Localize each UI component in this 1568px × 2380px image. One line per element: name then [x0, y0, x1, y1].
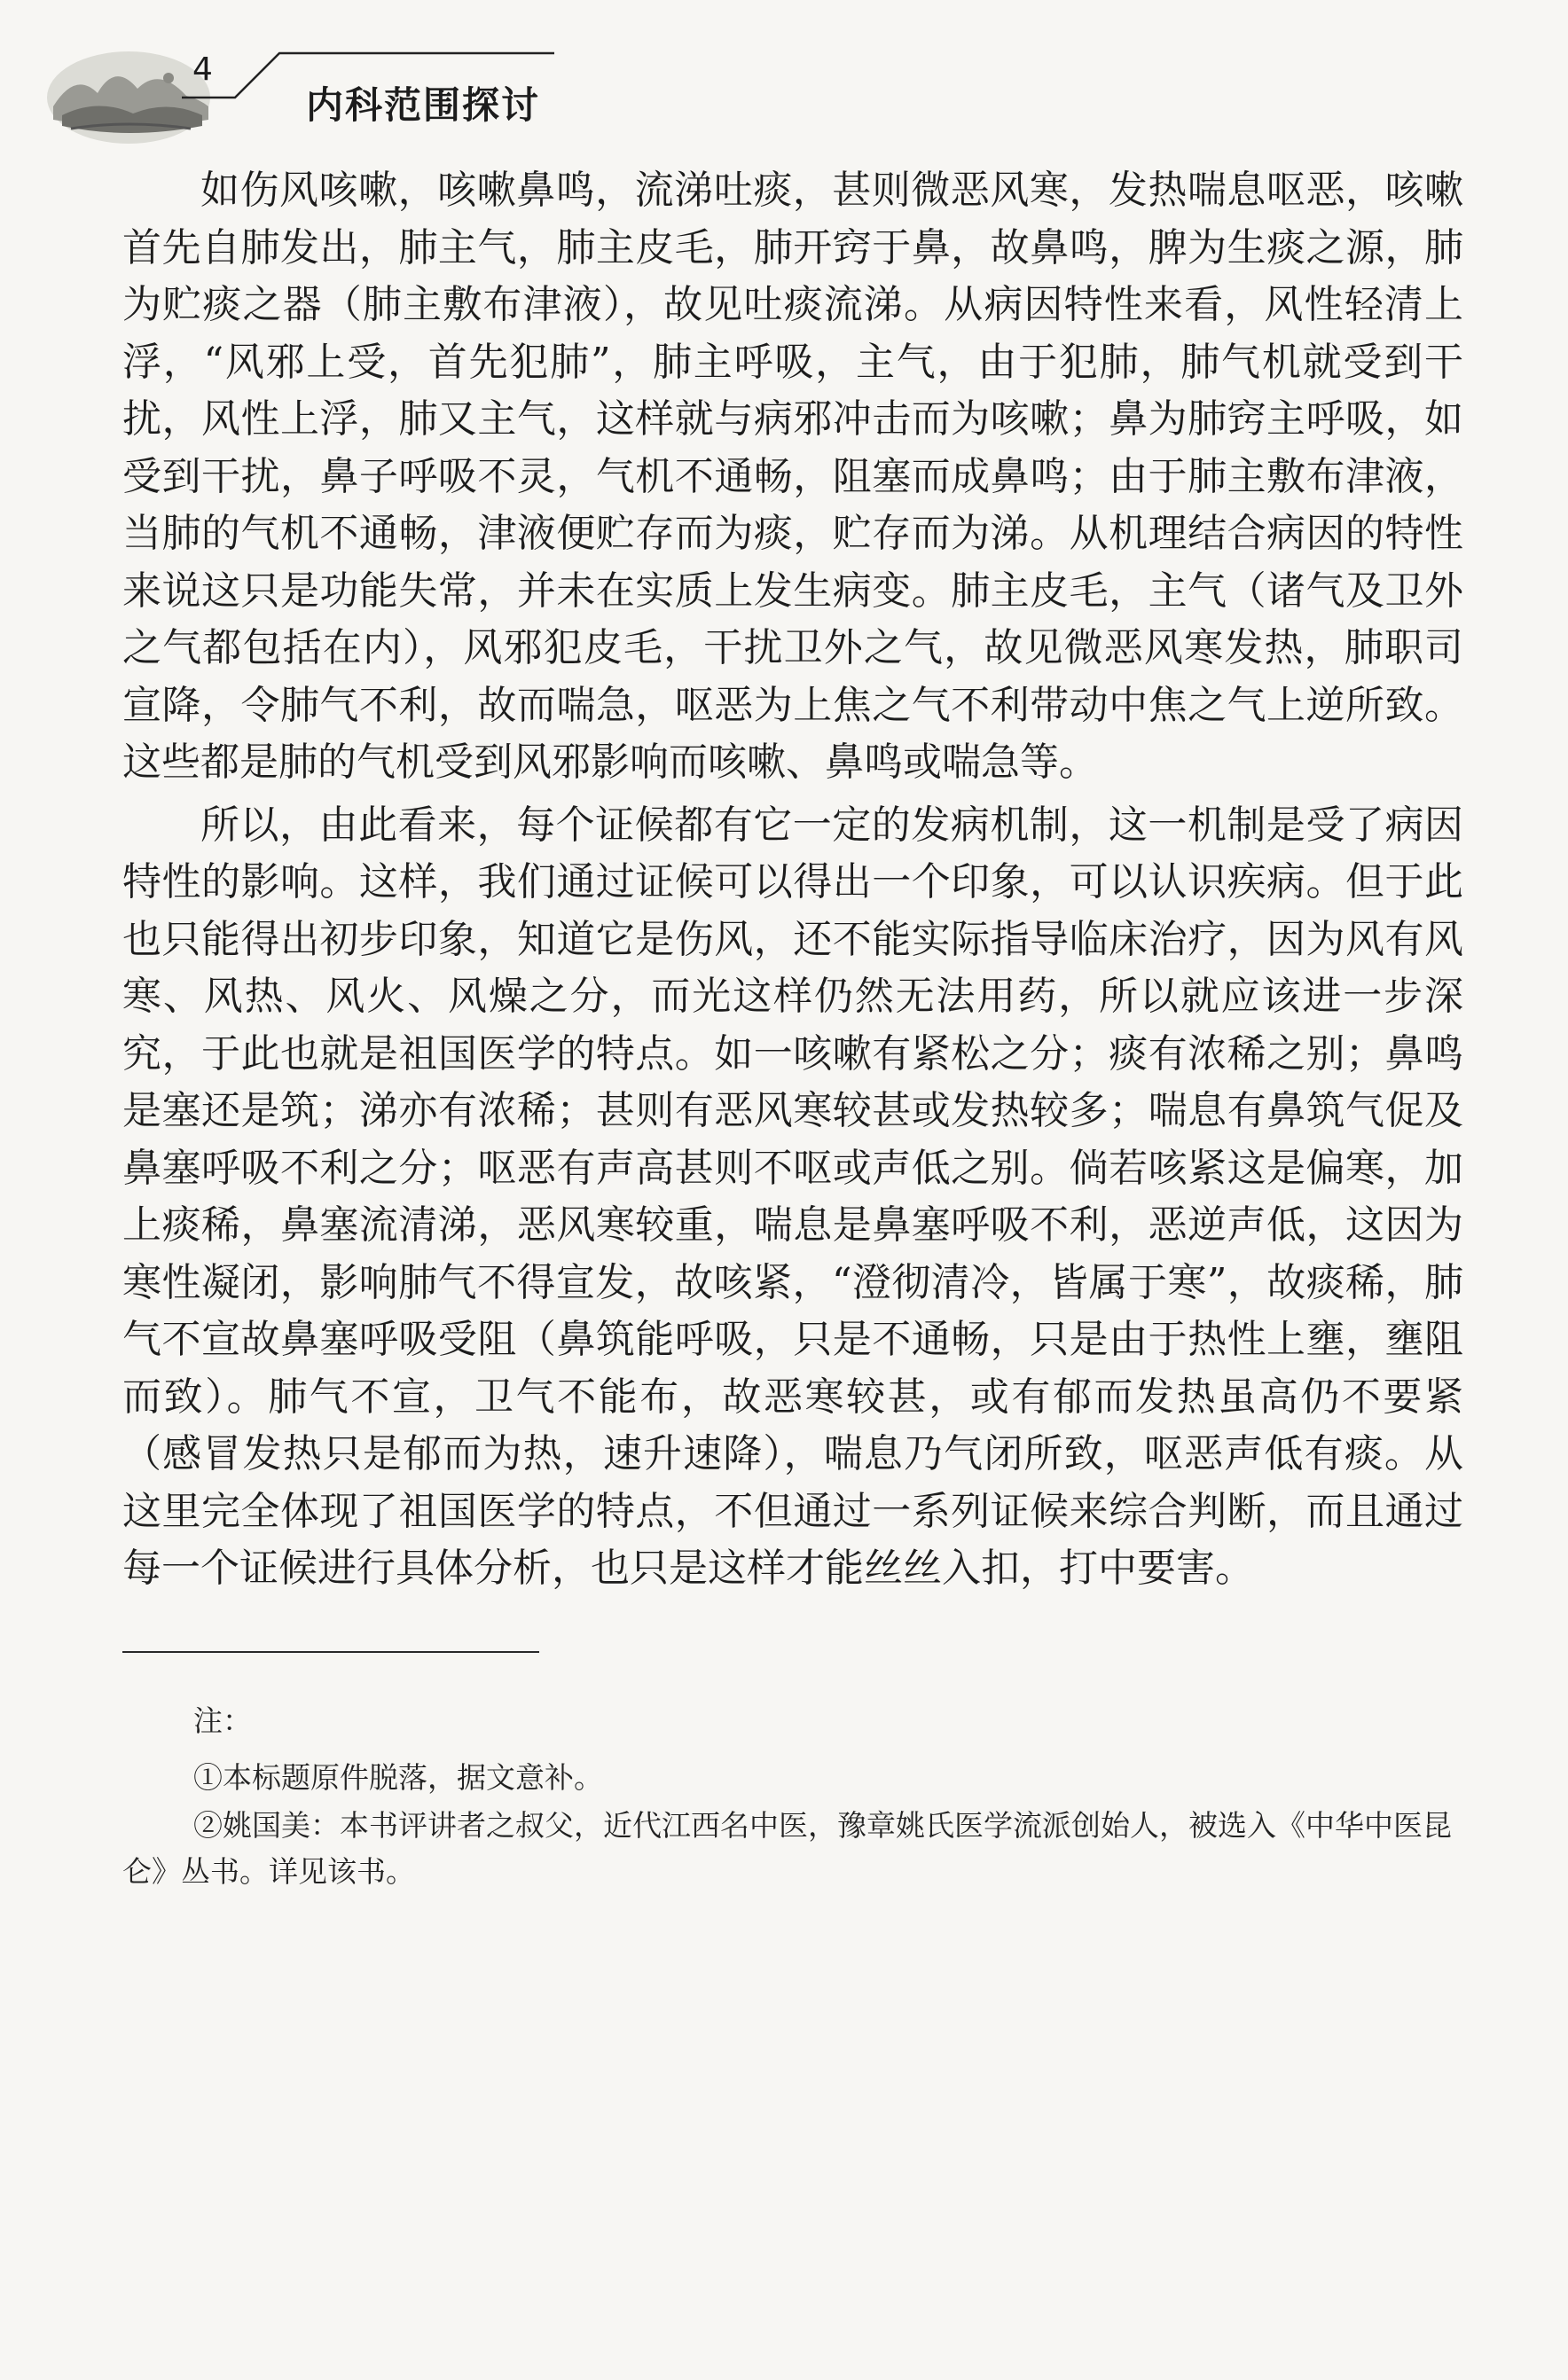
paragraph: 所以，由此看来，每个证候都有它一定的发病机制，这一机制是受了病因特性的影响。这样，我们通过证候可以得出一个印象，可以认识疾病。但于此也只能得出初步印象，知道它是伤风，还不能实际指导临床治疗，因为风有风寒、风热、风火、风燥之分，而光这样仍然无法用药，所以就应该进一步深究，于此也就是祖国医学的特点。如一咳嗽有紧松之分；痰有浓稀之别；鼻鸣是塞还是筑；涕亦有浓稀；甚则有恶风寒较甚或发热较多；喘息有鼻筑气促及鼻塞呼吸不利之分；呕恶有声高甚则不呕或声低之别。倘若咳紧这是偏寒，加上痰稀，鼻塞流清涕，恶风寒较重，喘息是鼻塞呼吸不利，恶逆声低，这因为寒性凝闭，影响肺气不得宣发，故咳紧，“澄彻清冷，皆属于寒”，故痰稀，肺气不宣故鼻塞呼吸受阻（鼻筑能呼吸，只是不通畅，只是由于热性上壅，壅阻而致）。肺气不宣，卫气不能布，故恶寒较甚，或有郁而发热虽高仍不要紧（感冒发热只是郁而为热，速升速降），喘息乃气闭所致，呕恶声低有痰。从这里完全体现了祖国医学的特点，不但通过一系列证候来综合判断，而且通过每一个证候进行具体分析，也只是这样才能丝丝入扣，打中要害。	[122, 802, 1463, 1591]
paragraph: 如伤风咳嗽，咳嗽鼻鸣，流涕吐痰，甚则微恶风寒，发热喘息呕恶，咳嗽首先自肺发出，肺主气，肺主皮毛，肺开窍于鼻，故鼻鸣，脾为生痰之源，肺为贮痰之器（肺主敷布津液），故见吐痰流涕。从病因特性来看，风性轻清上浮，“风邪上受，首先犯肺”，肺主呼吸，主气，由于犯肺，肺气机就受到干扰，风性上浮，肺又主气，这样就与病邪冲击而为咳嗽；鼻为肺窍主呼吸，如受到干扰，鼻子呼吸不灵，气机不通畅，阻塞而成鼻鸣；由于肺主敷布津液，当肺的气机不通畅，津液便贮存而为痰，贮存而为涕。从机理结合病因的特性来说这只是功能失常，并未在实质上发生病变。肺主皮毛，主气（诸气及卫外之气都包括在内），风邪犯皮毛，干扰卫外之气，故见微恶风寒发热，肺职司宣降，令肺气不利，故而喘急，呕恶为上焦之气不利带动中焦之气上逆所致。这些都是肺的气机受到风邪影响而咳嗽、鼻鸣或喘急等。	[122, 168, 1463, 785]
running-title: 内科范围探讨	[306, 83, 541, 127]
body-text	[122, 162, 1463, 1603]
page-header	[0, 0, 1568, 177]
footnote-item: ②姚国美：本书评讲者之叔父，近代江西名中医，豫章姚氏医学流派创始人，被选入《中华中医昆仑》丛书。详见该书。	[122, 1808, 1452, 1889]
footnote-heading: 注：	[193, 1703, 252, 1738]
footnote-item: ①本标题原件脱落，据文意补。	[193, 1760, 603, 1795]
page-number: 4	[192, 51, 213, 88]
footnote-divider	[122, 1651, 539, 1653]
footnotes	[122, 1698, 1463, 1897]
